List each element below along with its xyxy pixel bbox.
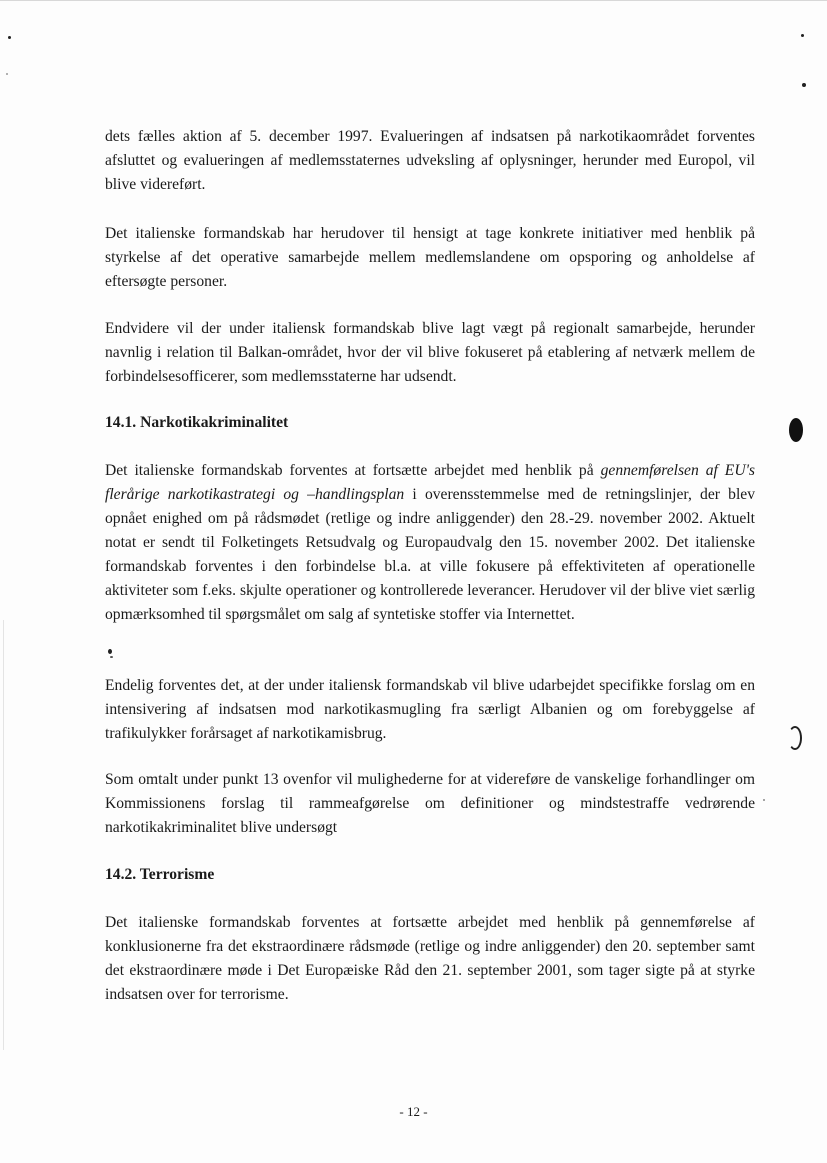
paragraph — [105, 459, 755, 627]
paragraph — [105, 768, 755, 840]
paragraph-text: Endvidere vil der under italiensk formandskab blive lagt vægt på regionalt samarbejde, herunder navnlig i relation til Balkan-området, hvor der vil blive fokuseret på etablering af netværk mellem de forbindelsesofficerer, som medlemsstaterne har udsendt. — [105, 320, 755, 385]
scan-speck — [802, 83, 806, 87]
scan-speck — [6, 73, 8, 75]
paragraph-text — [105, 459, 755, 627]
paragraph — [105, 674, 755, 746]
paragraph-text: dets fælles aktion af 5. december 1997. Evalueringen af indsatsen på narkotikaområdet forventes afsluttet og evalueringen af medlemsstaternes udveksling af oplysninger, herunder med Europol, vil blive videreført. — [105, 128, 755, 193]
paragraph — [105, 317, 755, 389]
paragraph — [105, 222, 755, 294]
paragraph-text-part: Det italienske formandskab forventes at fortsætte arbejdet med henblik på — [105, 462, 601, 479]
paragraph-text: Som omtalt under punkt 13 ovenfor vil mulighederne for at videreføre de vanskelige forhandlinger om Kommissionens forslag til rammeafgørelse om definitioner og mindstestraffe vedrørende narkotikakriminalitet blive undersøgt — [105, 771, 755, 836]
paragraph-text-part: i overensstemmelse med de retningslinjer, der blev opnået enighed om på rådsmødet (retlige og indre anliggender) den 28.-29. november 2002. Aktuelt notat er sendt til Folketingets Retsudvalg og Europaudvalg den 15. november 2002. Det italienske formandskab forventes i den forbindelse bl.a. at ville fokusere på effektiviteten af operationelle aktiviteter som f.eks. skjulte operationer og kontrollerede leverancer. Herudover vil der blive viet særlig opmærksomhed til spørgsmålet om salg af syntetiske stoffer via Internettet. — [105, 486, 756, 623]
page-number: - 12 - — [399, 1104, 428, 1119]
paragraph — [105, 125, 755, 197]
punch-hole-mark — [789, 418, 803, 442]
scan-edge-top — [0, 0, 827, 1]
paragraph-text: Endelig forventes det, at der under italiensk formandskab vil blive udarbejdet specifikke forslag om en intensivering af indsatsen mod narkotikasmugling fra særligt Albanien og om forebyggelse af trafikulykker forårsaget af narkotikamisbrug. — [105, 677, 755, 742]
scan-speck — [763, 799, 765, 801]
scan-speck — [108, 649, 112, 654]
scan-edge-left — [3, 620, 4, 1050]
scan-speck — [110, 656, 113, 658]
punch-hole-mark — [788, 726, 802, 750]
scan-speck — [8, 36, 11, 39]
paragraph-text: Det italienske formandskab har herudover til hensigt at tage konkrete initiativer med henblik på styrkelse af det operative samarbejde mellem medlemslandene om opsporing og anholdelse af eftersøgte personer. — [105, 225, 755, 290]
italic-title: gennemførelsen af EU's flerårige narkotikastrategi og –handlingsplan — [105, 462, 755, 503]
section-heading: 14.2. Terrorisme — [105, 866, 215, 883]
section-heading: 14.1. Narkotikakriminalitet — [105, 414, 289, 431]
paragraph — [105, 911, 755, 1007]
scan-speck — [801, 34, 804, 37]
paragraph-text: Det italienske formandskab forventes at fortsætte arbejdet med henblik på gennemførelse af konklusionerne fra det ekstraordinære rådsmøde (retlige og indre anliggender) den 20. september samt det ekstraordinære møde i Det Europæiske Råd den 21. september 2001, som tager sigte på at styrke indsatsen over for terrorisme. — [105, 914, 755, 1003]
